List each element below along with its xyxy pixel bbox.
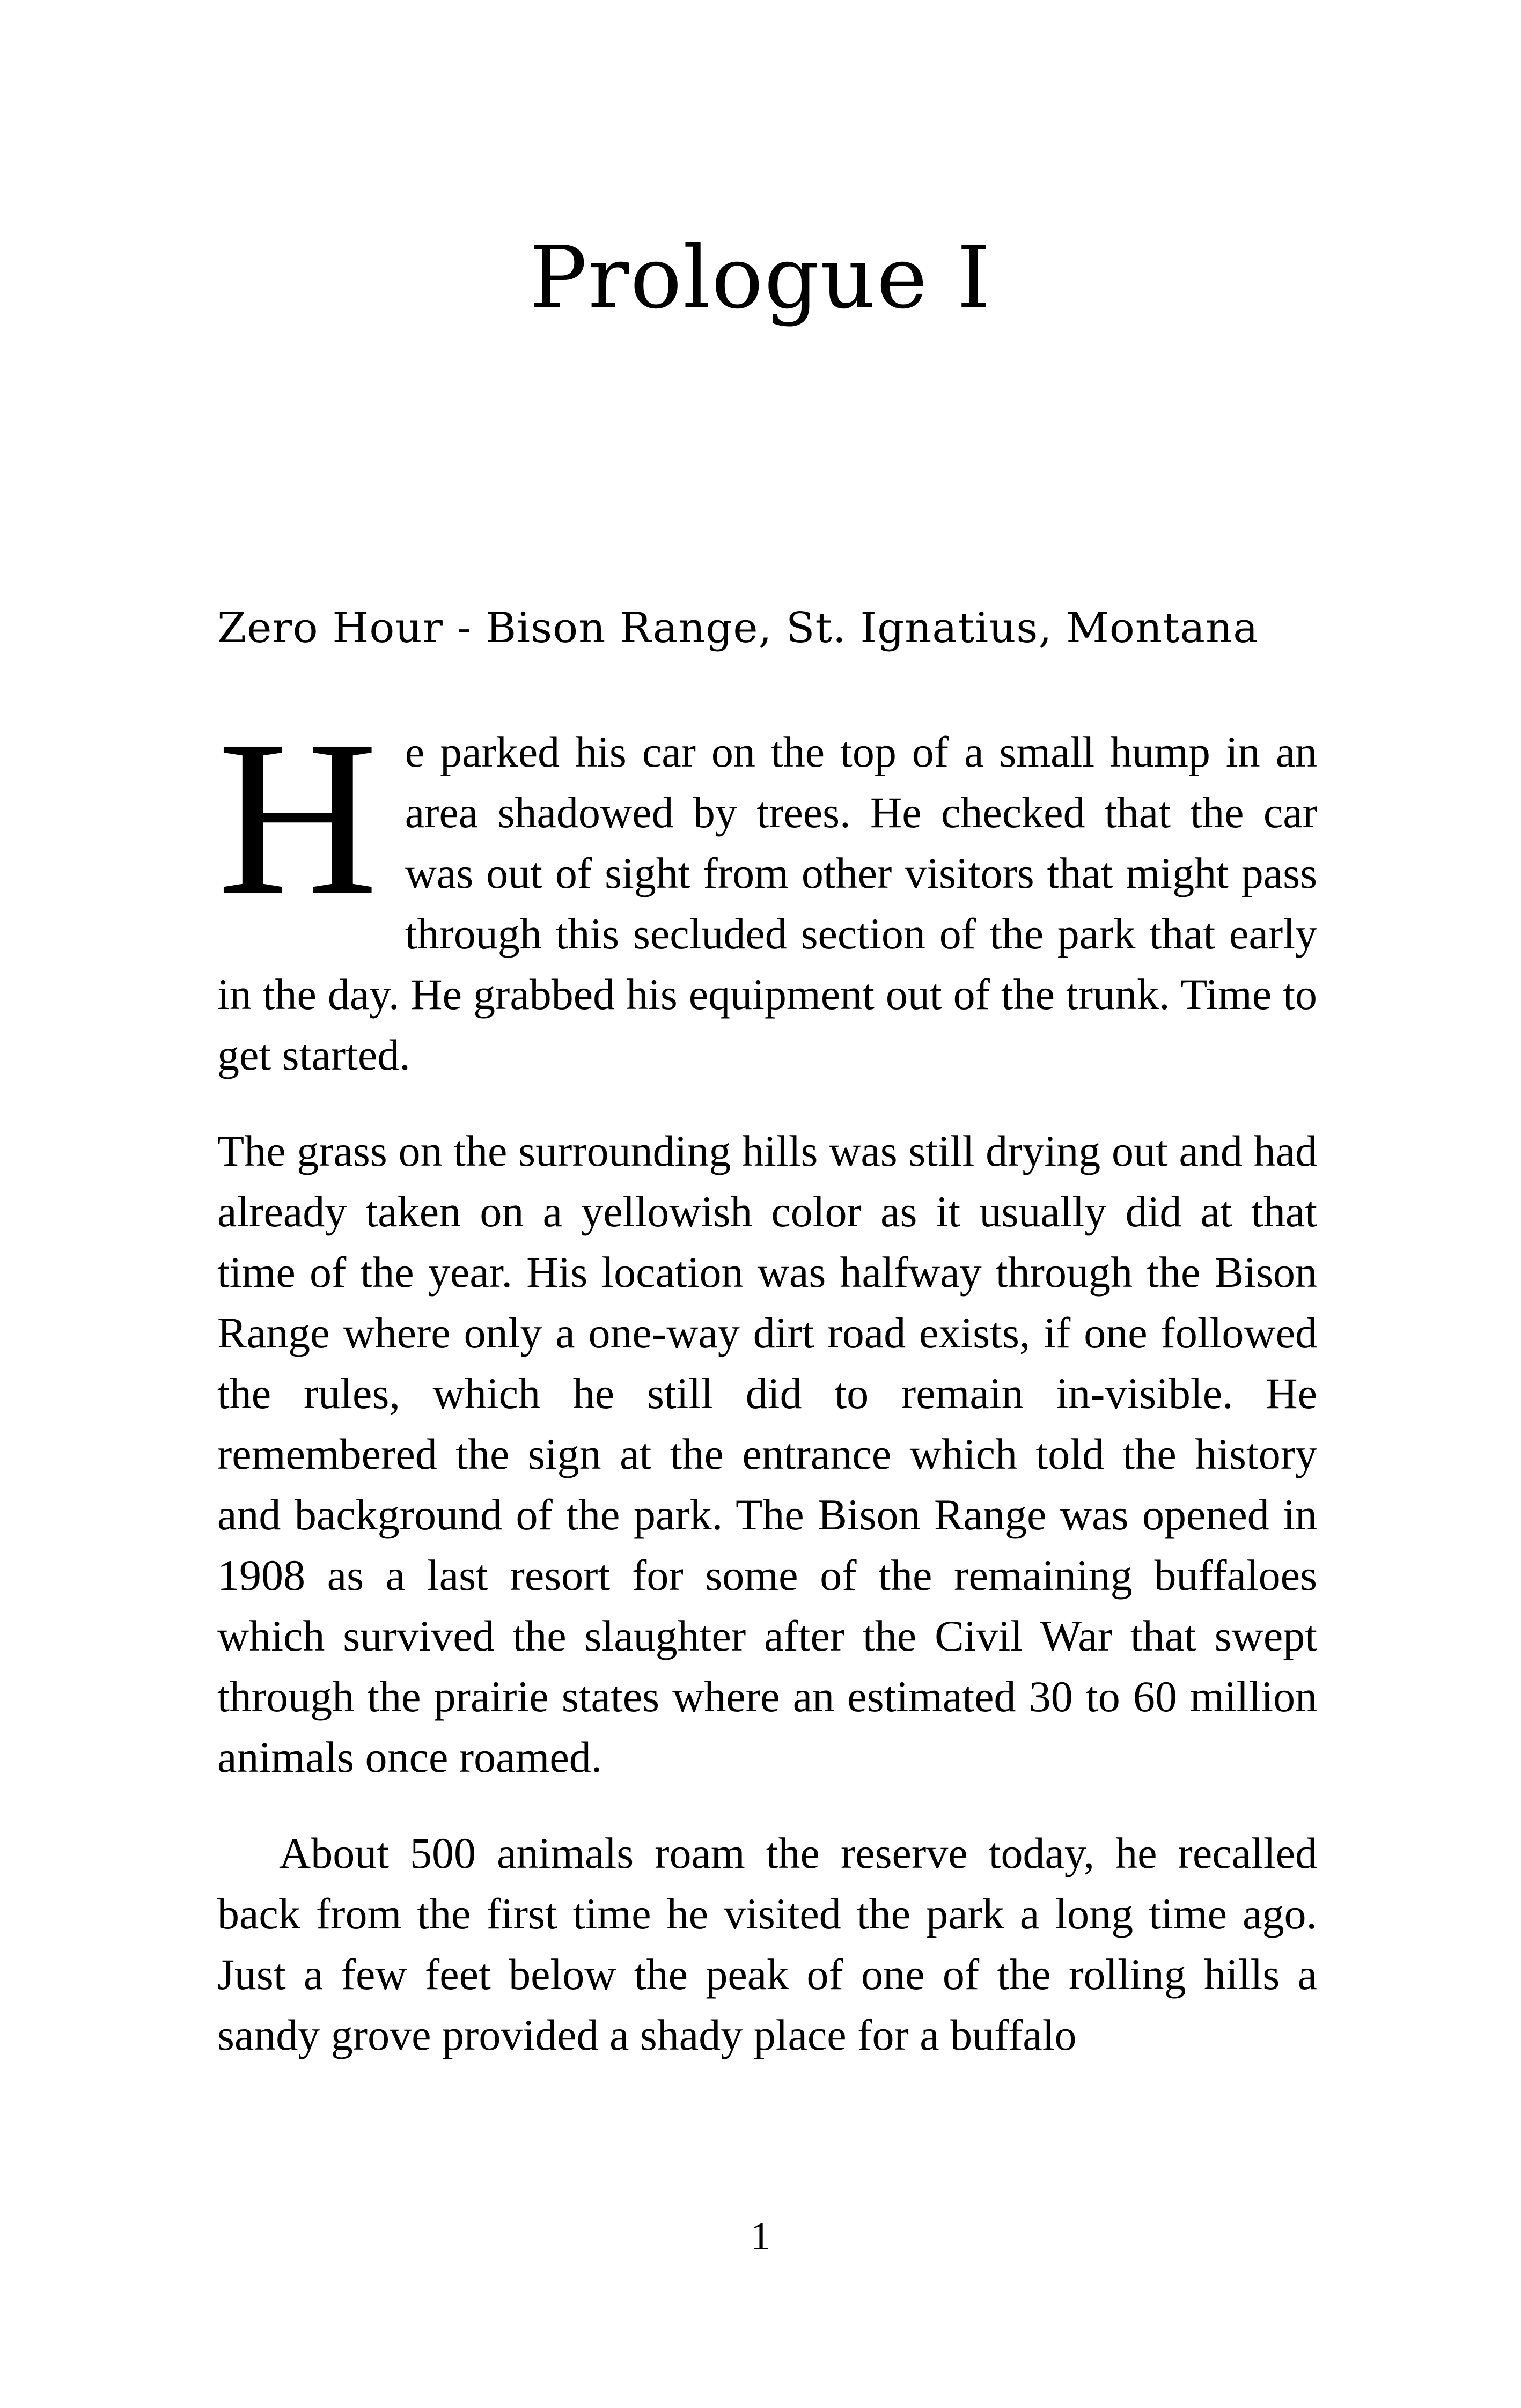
paragraph-2: The grass on the surrounding hills was still drying out and had already taken on a yellowish color as it usually did at that time of the year. His location was halfway through the Bison Range where only a one-way dirt road exists, if one followed the rules, which he still did to remain in-visible. He remembered the sign at the entrance which told the history and background of the park. The Bison Range was opened in 1908 as a last resort for some of the remaining buffaloes which survived the slaughter after the Civil War that swept through the prairie states where an estimated 30 to 60 million animals once roamed. xyxy=(217,1126,1317,1781)
drop-cap: H xyxy=(217,694,378,941)
paragraph-3: About 500 animals roam the reserve today, he recalled back from the first time he visited the park a long time ago. Just a few feet below the peak of one of the rolling hills a sandy grove provided a shady place for a buffalo xyxy=(217,1829,1317,2059)
body-text xyxy=(217,694,1317,2065)
paragraph-1-text: e parked his car on the top of a small hump in an area shadowed by trees. He checked that the car was out of sight from other visitors that might pass through this secluded section of the park that early in the day. He grabbed his equipment out of the trunk. Time to get started. xyxy=(217,727,1317,1079)
chapter-title: Prologue I xyxy=(529,227,992,328)
paragraph-1 xyxy=(217,694,1317,1085)
section-heading: Zero Hour - Bison Range, St. Ignatius, Montana xyxy=(217,604,1259,652)
page-number: 1 xyxy=(751,2214,770,2258)
